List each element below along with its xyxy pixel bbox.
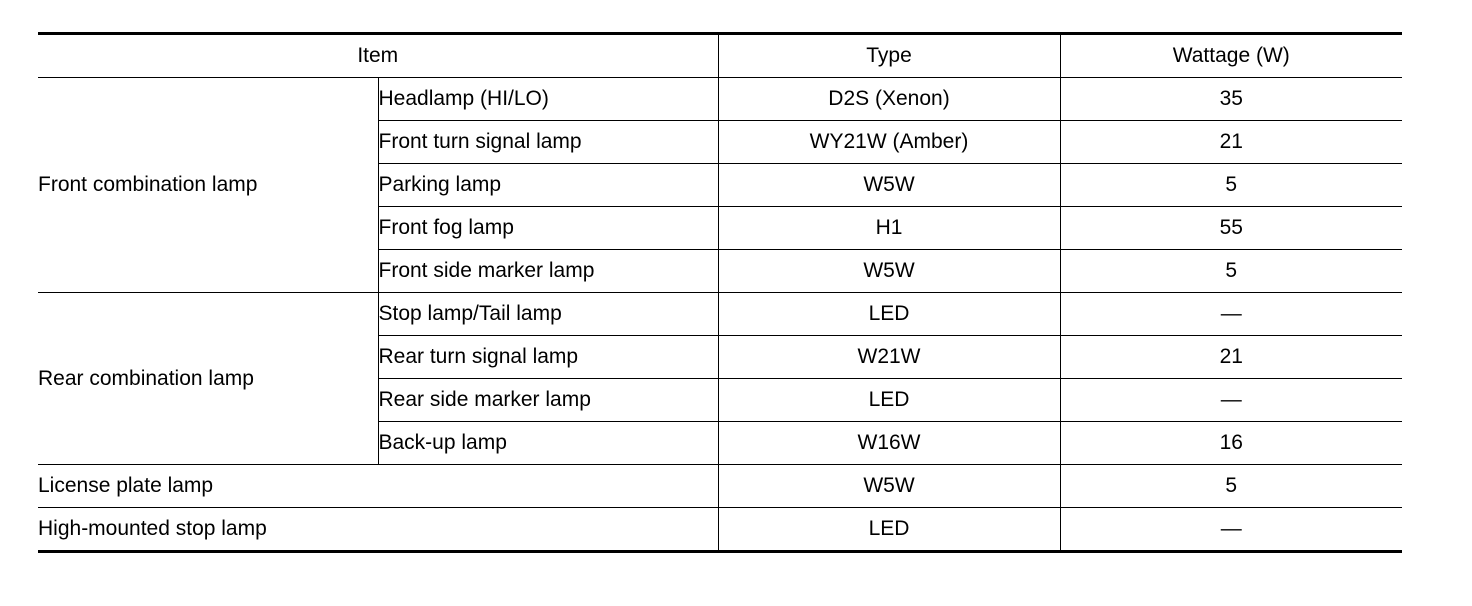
type-cell: H1 [718,207,1060,250]
item-cell: Back-up lamp [378,422,718,465]
wattage-cell: 5 [1060,250,1402,293]
bulb-specification-table [38,32,1402,553]
item-cell: High-mounted stop lamp [38,508,718,552]
type-cell: W16W [718,422,1060,465]
wattage-cell: 5 [1060,465,1402,508]
wattage-cell: — [1060,379,1402,422]
header-item: Item [38,34,718,78]
item-cell: Stop lamp/Tail lamp [378,293,718,336]
header-wattage: Wattage (W) [1060,34,1402,78]
type-cell: W5W [718,164,1060,207]
wattage-cell: — [1060,293,1402,336]
type-cell: W5W [718,250,1060,293]
item-cell: Parking lamp [378,164,718,207]
type-cell: LED [718,379,1060,422]
type-cell: LED [718,293,1060,336]
wattage-cell: — [1060,508,1402,552]
table-row [38,293,1402,336]
table-row [38,508,1402,552]
type-cell: WY21W (Amber) [718,121,1060,164]
wattage-cell: 5 [1060,164,1402,207]
type-cell: W21W [718,336,1060,379]
header-type: Type [718,34,1060,78]
group-front-combination-lamp: Front combination lamp [38,78,378,293]
type-cell: LED [718,508,1060,552]
wattage-cell: 21 [1060,336,1402,379]
item-cell: Front side marker lamp [378,250,718,293]
item-cell: Headlamp (HI/LO) [378,78,718,121]
item-cell: Front fog lamp [378,207,718,250]
table-row [38,465,1402,508]
type-cell: W5W [718,465,1060,508]
wattage-cell: 21 [1060,121,1402,164]
table-row [38,78,1402,121]
header-row [38,34,1402,78]
wattage-cell: 55 [1060,207,1402,250]
wattage-cell: 35 [1060,78,1402,121]
item-cell: Rear side marker lamp [378,379,718,422]
group-rear-combination-lamp: Rear combination lamp [38,293,378,465]
item-cell: License plate lamp [38,465,718,508]
wattage-cell: 16 [1060,422,1402,465]
item-cell: Rear turn signal lamp [378,336,718,379]
item-cell: Front turn signal lamp [378,121,718,164]
type-cell: D2S (Xenon) [718,78,1060,121]
